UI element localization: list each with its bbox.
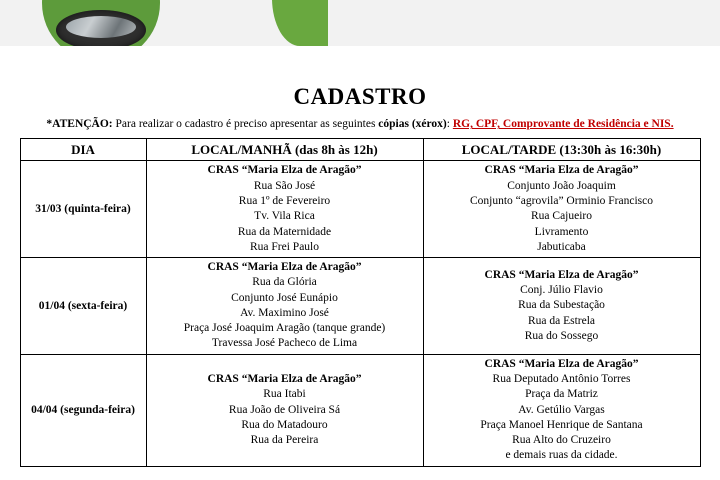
address-line: Praça José Joaquim Aragão (tanque grande) xyxy=(183,322,386,335)
address-line: Livramento xyxy=(534,225,589,238)
document-body xyxy=(0,46,720,467)
column-header-morning: LOCAL/MANHÃ (das 8h às 12h) xyxy=(146,139,423,161)
column-header-day: DIA xyxy=(20,139,146,161)
site-name: CRAS “Maria Elza de Aragão” xyxy=(207,164,362,177)
notice-bold-part: cópias (xérox) xyxy=(378,118,447,130)
table-header xyxy=(20,139,700,161)
address-line: Rua Alto do Cruzeiro xyxy=(512,434,611,447)
attention-label: *ATENÇÃO: xyxy=(46,118,113,130)
address-line: Rua 1º de Fevereiro xyxy=(238,194,331,207)
site-name: CRAS “Maria Elza de Aragão” xyxy=(207,373,362,386)
address-line: Conjunto José Eunápio xyxy=(231,291,338,304)
table-row xyxy=(20,161,700,258)
morning-cell xyxy=(146,161,423,258)
address-line: Rua da Maternidade xyxy=(237,225,332,238)
afternoon-cell xyxy=(423,258,700,355)
address-line: e demais ruas da cidade. xyxy=(505,449,618,462)
morning-cell xyxy=(146,354,423,466)
attention-notice xyxy=(0,117,720,131)
address-line: Conjunto João Joaquim xyxy=(507,179,616,192)
address-line: Rua Frei Paulo xyxy=(250,240,319,253)
site-name: CRAS “Maria Elza de Aragão” xyxy=(484,268,639,281)
address-line: Jabuticaba xyxy=(537,240,586,253)
site-name: CRAS “Maria Elza de Aragão” xyxy=(207,261,362,274)
address-line: Av. Maximino José xyxy=(240,306,329,319)
green-leaf-icon xyxy=(272,0,328,46)
table-row xyxy=(20,354,700,466)
table-body xyxy=(20,161,700,466)
address-line: Travessa José Pacheco de Lima xyxy=(211,337,358,350)
address-line: Rua Deputado Antônio Torres xyxy=(492,373,631,386)
notice-text-middle: : xyxy=(446,118,453,130)
address-line: Tv. Vila Rica xyxy=(254,210,315,223)
address-line: Rua São José xyxy=(253,179,316,192)
table-row xyxy=(20,258,700,355)
address-line: Rua da Pereira xyxy=(250,434,319,447)
address-line: Rua João de Oliveira Sá xyxy=(228,403,341,416)
logo-inner-shape xyxy=(56,10,146,46)
address-line: Rua da Glória xyxy=(252,276,317,289)
address-line: Av. Getúlio Vargas xyxy=(518,403,605,416)
afternoon-cell xyxy=(423,354,700,466)
afternoon-cell xyxy=(423,161,700,258)
prefeitura-logo-icon xyxy=(42,0,160,46)
address-line: Conjunto “agrovila” Orminio Francisco xyxy=(469,194,653,207)
page-title: CADASTRO xyxy=(293,84,427,109)
address-line: Rua do Sossego xyxy=(524,329,599,342)
address-line: Praça Manoel Henrique de Santana xyxy=(480,418,643,431)
day-cell: 04/04 (segunda-feira) xyxy=(20,354,146,466)
address-line: Conj. Júlio Flavio xyxy=(520,283,603,296)
address-line: Rua Itabi xyxy=(263,388,306,401)
schedule-table xyxy=(20,138,701,466)
morning-cell xyxy=(146,258,423,355)
address-line: Praça da Matriz xyxy=(525,388,598,401)
site-name: CRAS “Maria Elza de Aragão” xyxy=(484,357,639,370)
site-name: CRAS “Maria Elza de Aragão” xyxy=(484,164,639,177)
notice-required-documents: RG, CPF, Comprovante de Residência e NIS. xyxy=(452,118,674,130)
address-line: Rua da Estrela xyxy=(527,314,596,327)
header-banner xyxy=(0,0,720,46)
address-line: Rua do Matadouro xyxy=(241,418,328,431)
address-line: Rua Cajueiro xyxy=(531,210,592,223)
column-header-afternoon: LOCAL/TARDE (13:30h às 16:30h) xyxy=(423,139,700,161)
table-header-row xyxy=(20,139,700,161)
notice-text-before: Para realizar o cadastro é preciso apresentar as seguintes xyxy=(112,118,379,130)
day-cell: 01/04 (sexta-feira) xyxy=(20,258,146,355)
day-cell: 31/03 (quinta-feira) xyxy=(20,161,146,258)
address-line: Rua da Subestação xyxy=(518,299,605,312)
